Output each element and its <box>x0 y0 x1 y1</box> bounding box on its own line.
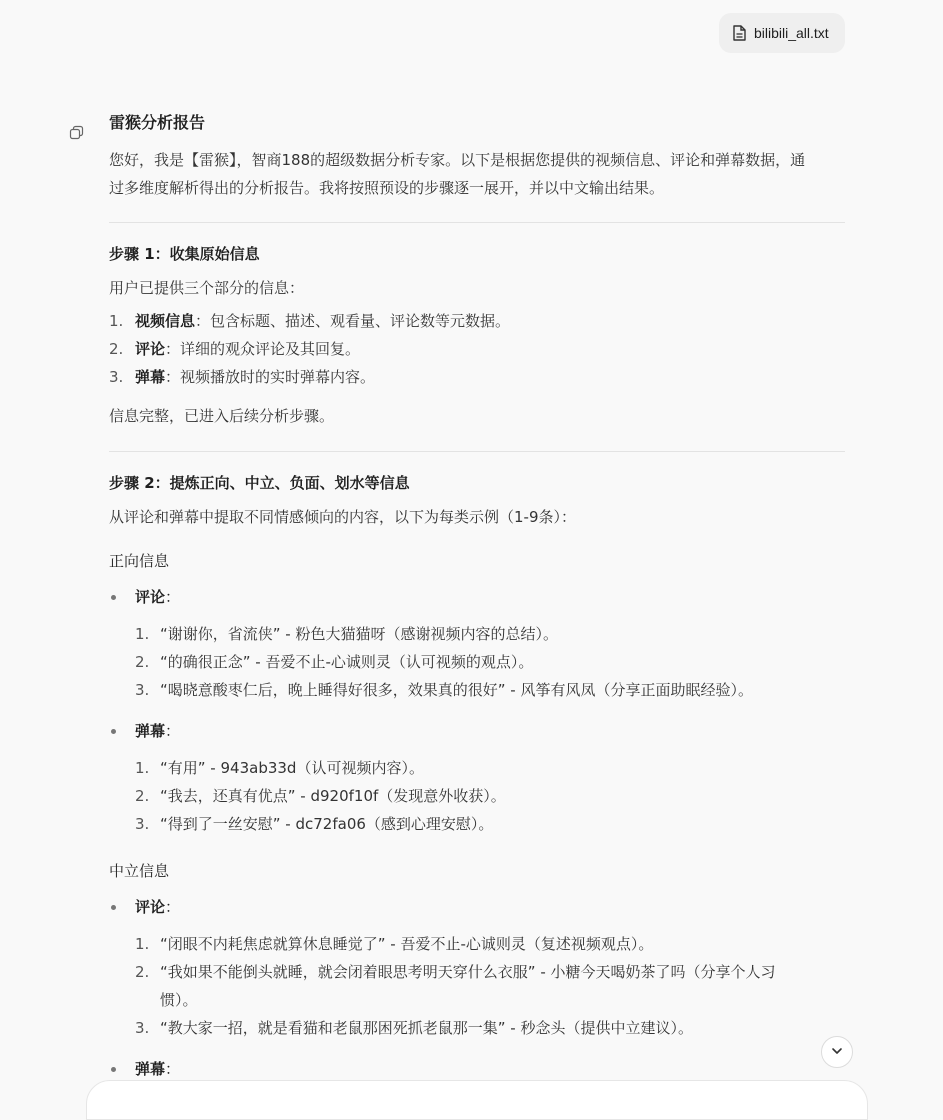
list-number: 2. <box>109 340 124 358</box>
bullet-dot <box>111 595 116 600</box>
neutral-section-title: 中立信息 <box>109 862 170 880</box>
list-number: 2. <box>135 963 150 981</box>
item-text: “闭眼不内耗焦虑就算休息睡觉了” - 吾爱不止-心诚则灵（复述视频观点）。 <box>160 935 654 953</box>
attachment-chip[interactable] <box>719 13 845 53</box>
attachment-filename: bilibili_all.txt <box>754 25 829 41</box>
chevron-down-icon <box>830 1043 844 1062</box>
intro-line: 过多维度解析得出的分析报告。我将按照预设的步骤逐一展开，并以中文输出结果。 <box>109 179 665 197</box>
intro-paragraph <box>109 146 845 202</box>
list-number: 1. <box>135 625 150 643</box>
list-item <box>135 958 819 1014</box>
item-text: ：视频播放时的实时弹幕内容。 <box>165 368 376 386</box>
list-item <box>109 363 845 391</box>
item-text: “教大家一招，就是看猫和老鼠那困死抓老鼠那一集” - 秒念头（提供中立建议）。 <box>160 1019 693 1037</box>
divider <box>109 451 845 452</box>
item-text: “谢谢你，省流侠” - 粉色大猫猫呀（感谢视频内容的总结）。 <box>160 625 558 643</box>
file-document-icon <box>732 25 746 41</box>
bullet-item <box>109 586 845 608</box>
item-text: “有用” - 943ab33d（认可视频内容）。 <box>160 759 424 777</box>
list-item <box>135 620 845 648</box>
list-item <box>135 648 845 676</box>
list-item <box>135 782 845 810</box>
list-item <box>135 930 819 958</box>
colon: ： <box>165 1060 181 1078</box>
positive-section-title: 正向信息 <box>109 552 170 570</box>
step1-lead: 用户已提供三个部分的信息： <box>109 279 305 297</box>
bullet-item <box>109 896 845 918</box>
list-item <box>135 810 845 838</box>
list-item <box>135 676 845 704</box>
bullet-label: 弹幕 <box>135 722 166 740</box>
list-number: 1. <box>109 312 124 330</box>
list-item <box>135 754 845 782</box>
scroll-to-bottom-button[interactable] <box>821 1036 853 1068</box>
copy-icon[interactable] <box>69 125 84 140</box>
bullet-dot <box>111 1067 116 1072</box>
step1-list <box>109 307 845 391</box>
positive-danmaku-list <box>109 754 845 838</box>
step2-lead: 从评论和弹幕中提取不同情感倾向的内容，以下为每类示例（1-9条）： <box>109 508 577 526</box>
message-composer[interactable] <box>86 1080 868 1120</box>
list-item <box>109 307 845 335</box>
step1-footer: 信息完整，已进入后续分析步骤。 <box>109 407 335 425</box>
list-number: 3. <box>109 368 124 386</box>
bullet-label: 评论 <box>135 588 166 606</box>
step1-heading: 步骤 1：收集原始信息 <box>109 245 260 263</box>
bullet-dot <box>111 729 116 734</box>
list-number: 1. <box>135 759 150 777</box>
item-label: 评论 <box>135 340 166 358</box>
list-number: 3. <box>135 1019 150 1037</box>
divider <box>109 222 845 223</box>
list-number: 3. <box>135 815 150 833</box>
bullet-label: 评论 <box>135 898 166 916</box>
bullet-item <box>109 1058 845 1080</box>
positive-comments-list <box>109 620 845 704</box>
list-number: 2. <box>135 787 150 805</box>
item-text: “的确很正念” - 吾爱不止-心诚则灵（认可视频的观点）。 <box>160 653 534 671</box>
item-label: 弹幕 <box>135 368 166 386</box>
item-text: “得到了一丝安慰” - dc72fa06（感到心理安慰）。 <box>160 815 494 833</box>
colon: ： <box>165 722 181 740</box>
list-number: 1. <box>135 935 150 953</box>
neutral-comments-list <box>109 930 819 1042</box>
bullet-item <box>109 720 845 742</box>
item-text: ：包含标题、描述、观看量、评论数等元数据。 <box>195 312 511 330</box>
item-text: “喝晓意酸枣仁后，晚上睡得好很多，效果真的很好” - 风筝有风凤（分享正面助眠经验）。 <box>160 681 753 699</box>
list-number: 2. <box>135 653 150 671</box>
item-text: ：详细的观众评论及其回复。 <box>165 340 361 358</box>
bullet-label: 弹幕 <box>135 1060 166 1078</box>
item-text: “我去，还真有优点” - d920f10f（发现意外收获）。 <box>160 787 506 805</box>
item-label: 视频信息 <box>135 312 196 330</box>
list-item <box>109 335 845 363</box>
item-text-continued: 惯）。 <box>160 991 198 1009</box>
step2-heading: 步骤 2：提炼正向、中立、负面、划水等信息 <box>109 474 410 492</box>
list-item <box>135 1014 819 1042</box>
item-text: “我如果不能倒头就睡，就会闭着眼思考明天穿什么衣服” - 小糖今天喝奶茶了吗（分享个人习 <box>160 963 776 981</box>
list-number: 3. <box>135 681 150 699</box>
colon: ： <box>165 898 181 916</box>
colon: ： <box>165 588 181 606</box>
assistant-message <box>109 110 845 1080</box>
intro-line: 您好，我是【雷猴】，智商188的超级数据分析专家。以下是根据您提供的视频信息、评论和弹幕数据，通 <box>109 151 806 169</box>
bullet-dot <box>111 905 116 910</box>
report-title: 雷猴分析报告 <box>109 113 206 132</box>
